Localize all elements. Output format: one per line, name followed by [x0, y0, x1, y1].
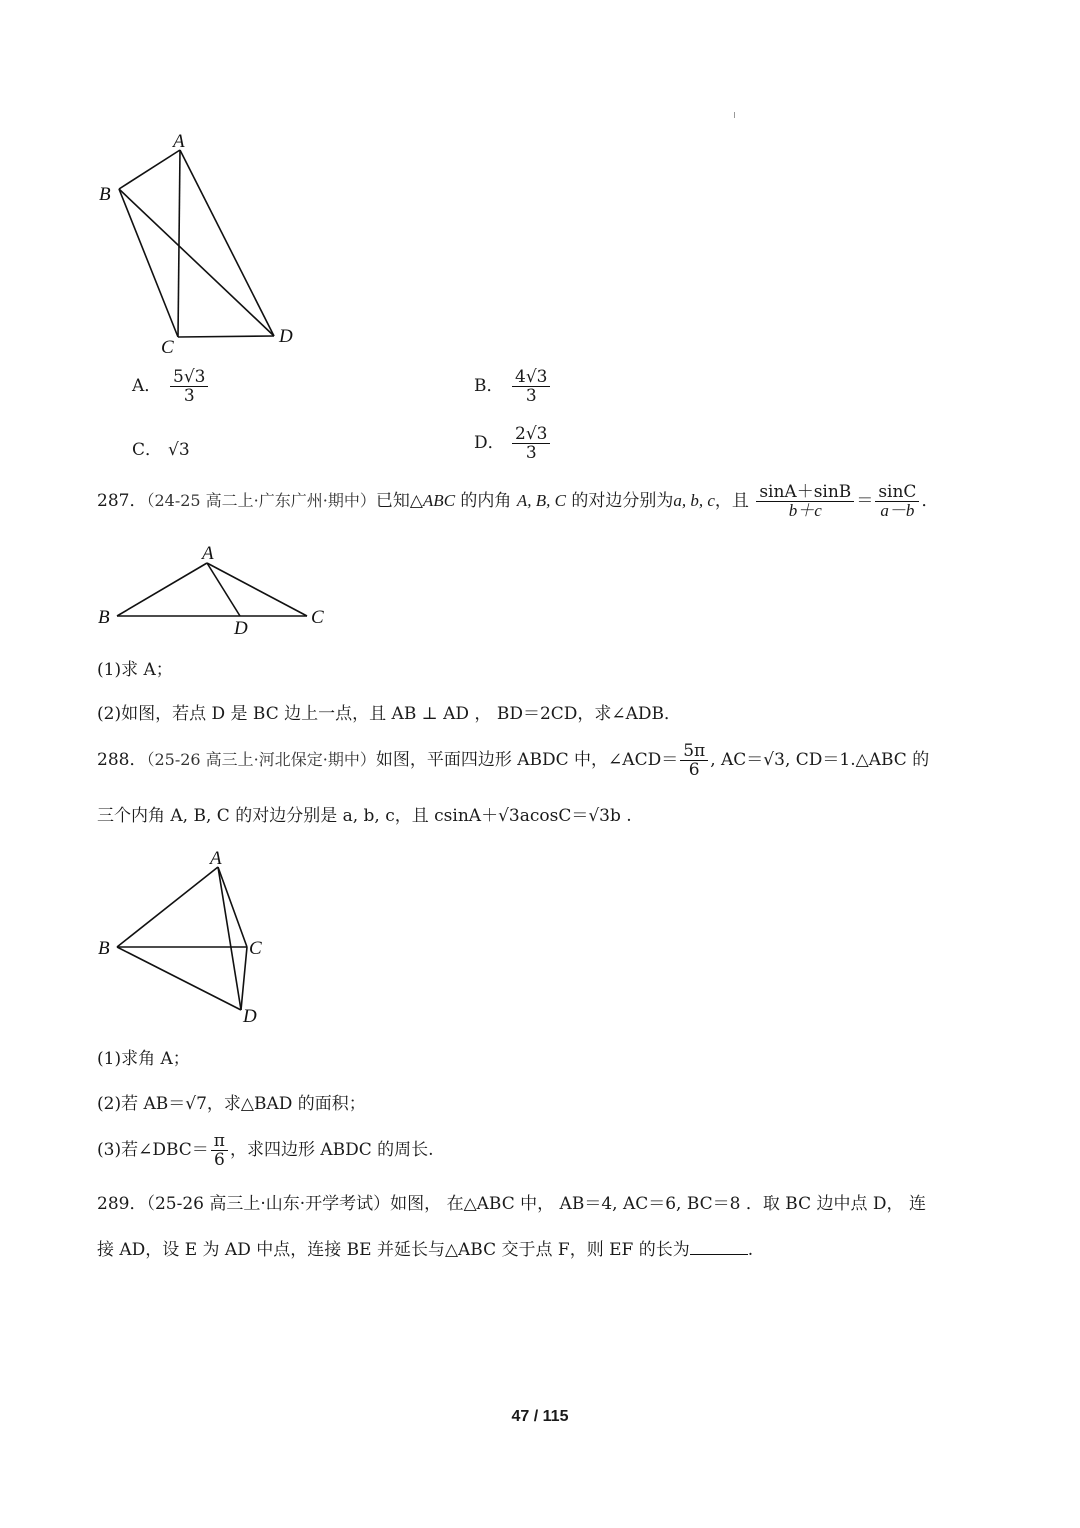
segment-cd: [241, 947, 247, 1010]
problem-289-text-1: （25-26 高三上·山东·开学考试）如图， 在△ABC 中， AB＝4, AC＝6, BC＝8 ．取 BC 边中点 D， 连: [146, 1194, 926, 1214]
option-b: [474, 368, 552, 405]
segment-bd: [117, 947, 241, 1010]
label-b: B: [98, 607, 110, 628]
problem-288-stem: [97, 742, 929, 779]
answer-blank[interactable]: [690, 1236, 748, 1255]
problem-287-source: （24-25 高二上·广东广州·期中）: [146, 491, 376, 510]
problem-287-triangle: ABC: [422, 491, 456, 510]
problem-287-text-a: 已知△: [375, 491, 423, 511]
label-a: A: [202, 543, 214, 564]
option-a-numerator: 5√3: [170, 368, 208, 387]
segment-bc: [119, 189, 178, 337]
problem-287-sides: a, b, c: [673, 491, 715, 510]
option-b-denominator: 3: [525, 386, 537, 406]
problem-288-line2: 三个内角 A, B, C 的对边分别是 a, b, c，且 csinA＋√3acosC＝√3b .: [97, 806, 632, 826]
problem-287-text-b: 的内角: [455, 491, 517, 511]
label-b: B: [98, 938, 110, 959]
option-c-key: C．: [132, 440, 163, 460]
problem-287-number: 287．: [97, 491, 147, 511]
label-d: D: [279, 326, 293, 347]
problem-287-text-c: 的对边分别为: [565, 491, 674, 511]
figure-quadrilateral-288: [90, 845, 290, 1030]
option-a: [132, 368, 210, 405]
figure-quadrilateral-1: [90, 125, 330, 360]
problem-287-frac1-denominator: b＋c: [788, 501, 822, 520]
label-c: C: [311, 607, 324, 628]
option-b-numerator: 4√3: [512, 368, 550, 387]
option-d-denominator: 3: [525, 443, 537, 463]
problem-287-q2: (2)如图，若点 D 是 BC 边上一点，且 AB ⊥ AD ， BD＝2CD，求∠ADB．: [97, 704, 682, 724]
segment-ad: [180, 150, 274, 336]
segment-ad: [218, 867, 241, 1010]
problem-289-number: 289．: [97, 1194, 147, 1214]
label-a: A: [210, 848, 222, 869]
option-a-key: A．: [132, 376, 162, 396]
label-c: C: [161, 337, 174, 358]
scan-mark: [734, 112, 735, 118]
problem-289-line2: [97, 1236, 753, 1262]
problem-288-text-b: , AC＝√3, CD＝1.△ABC 的: [710, 750, 930, 770]
option-d-numerator: 2√3: [512, 425, 550, 444]
segment-bd: [119, 189, 274, 336]
problem-288-frac-numerator: 5π: [680, 742, 708, 761]
segment-ac: [218, 867, 247, 947]
option-a-denominator: 3: [183, 386, 195, 406]
segment-cd: [178, 336, 274, 337]
problem-288-q3-text-a: (3)若∠DBC＝: [97, 1140, 209, 1160]
option-d-key: D．: [474, 433, 505, 453]
label-a: A: [173, 131, 185, 152]
problem-289-period: .: [747, 1240, 754, 1260]
label-c: C: [249, 938, 262, 959]
figure-triangle-287: [90, 540, 340, 640]
segment-ac: [178, 150, 180, 337]
problem-287-angles: A, B, C: [516, 491, 566, 510]
problem-287-frac2-denominator: a－b: [880, 501, 915, 520]
problem-287-period: ．: [921, 491, 939, 511]
problem-287-frac1-numerator: sinA＋sinB: [756, 483, 854, 502]
label-d: D: [234, 618, 248, 639]
problem-288-q3-text-b: ，求四边形 ABDC 的周长.: [229, 1140, 434, 1160]
problem-289-line1: [97, 1192, 926, 1216]
label-b: B: [99, 184, 111, 205]
problem-288-text-a: 如图，平面四边形 ABDC 中，∠ACD＝: [375, 750, 679, 770]
problem-288-q3-numerator: π: [211, 1132, 228, 1151]
problem-287-stem: [97, 483, 938, 520]
problem-288-number: 288．: [97, 750, 147, 770]
label-d: D: [243, 1006, 257, 1027]
problem-288-source: （25-26 高三上·河北保定·期中）: [146, 750, 376, 769]
problem-288-frac-denominator: 6: [688, 760, 700, 780]
problem-288-q3: [97, 1132, 434, 1169]
option-d: [474, 425, 552, 462]
problem-288-q1: (1)求角 A；: [97, 1049, 190, 1069]
problem-287-equals: ＝: [856, 491, 874, 511]
option-c: [132, 435, 190, 460]
segment-ab: [117, 867, 218, 947]
segment-ac: [207, 563, 307, 616]
segment-ab: [119, 150, 180, 189]
problem-287-frac2-numerator: sinC: [875, 483, 919, 502]
option-c-value: √3: [168, 440, 190, 460]
segment-ba: [117, 563, 207, 616]
option-b-key: B．: [474, 376, 504, 396]
problem-288-q2: (2)若 AB＝√7，求△BAD 的面积；: [97, 1094, 366, 1114]
problem-287-q1: (1)求 A；: [97, 660, 173, 680]
problem-289-text-2: 接 AD，设 E 为 AD 中点，连接 BE 并延长与△ABC 交于点 F，则 EF 的长为: [97, 1240, 690, 1260]
problem-288-q3-denominator: 6: [213, 1150, 225, 1170]
page-number: 47 / 115: [511, 1408, 569, 1425]
problem-287-text-d: ，且: [714, 491, 749, 511]
